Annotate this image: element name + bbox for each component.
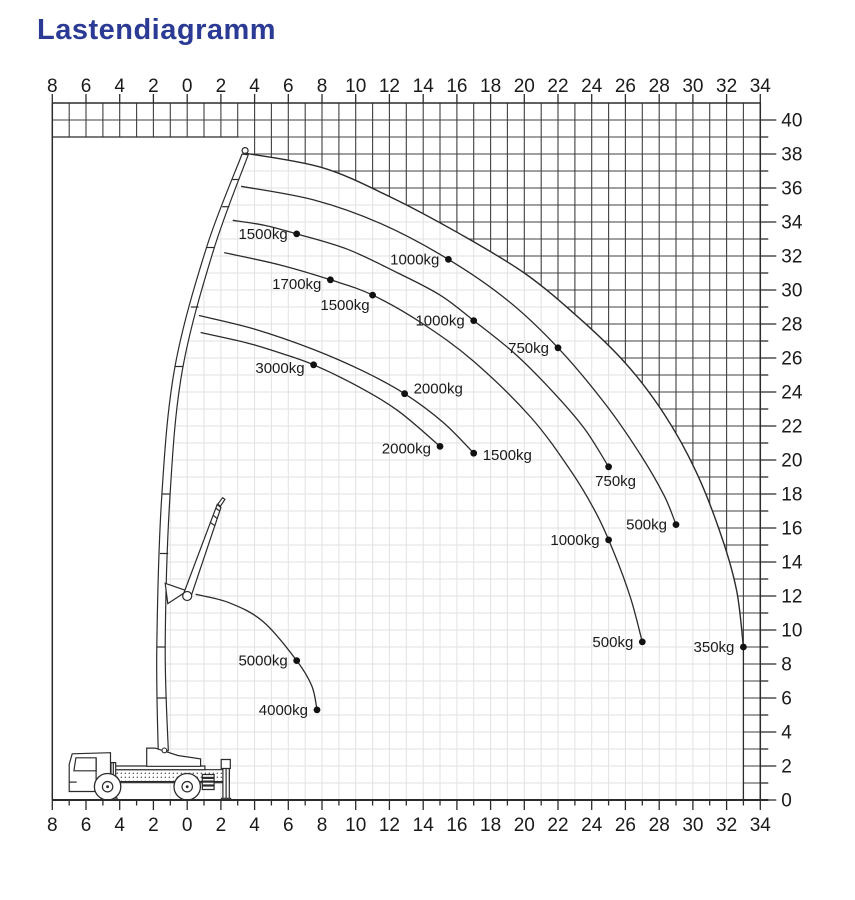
- load-label: 500kg: [592, 633, 634, 651]
- jib-knuckle: [183, 592, 192, 601]
- bottom-axis-label: 0: [181, 815, 193, 836]
- top-axis-label: 2: [148, 76, 159, 97]
- right-axis-label: 10: [781, 620, 803, 642]
- right-axis: [760, 111, 803, 812]
- top-axis-label: 2: [215, 76, 227, 97]
- boom-tip: [242, 148, 248, 154]
- load-label: 500kg: [626, 516, 667, 534]
- rear-wheel-center: [186, 785, 189, 788]
- right-axis-label: 4: [781, 722, 792, 744]
- load-dot: [369, 292, 376, 299]
- top-axis-label: 0: [181, 76, 193, 97]
- turret: [147, 748, 201, 766]
- load-dot: [639, 639, 646, 646]
- right-axis-label: 16: [781, 518, 803, 540]
- load-label: 1000kg: [550, 531, 600, 549]
- top-axis-label: 34: [749, 76, 771, 97]
- bottom-axis-label: 28: [648, 815, 670, 836]
- bottom-axis-label: 8: [47, 815, 58, 836]
- load-label: 5000kg: [238, 652, 288, 670]
- load-label: 1500kg: [482, 447, 532, 465]
- bottom-axis-label: 22: [547, 815, 569, 836]
- load-label: 1000kg: [390, 251, 440, 269]
- load-dot: [310, 361, 317, 368]
- bottom-axis: [47, 800, 771, 836]
- right-axis-label: 8: [781, 654, 792, 676]
- top-axis-label: 20: [513, 76, 535, 97]
- load-label: 4000kg: [258, 701, 308, 719]
- bottom-axis-label: 20: [513, 815, 535, 836]
- bottom-axis-label: 6: [283, 815, 294, 836]
- load-dot: [470, 317, 477, 324]
- load-dot: [605, 537, 612, 544]
- load-label: 2000kg: [413, 380, 463, 398]
- load-dot: [314, 707, 321, 714]
- jib-tip: [218, 498, 225, 507]
- top-axis-label: 32: [716, 76, 738, 97]
- top-axis-label: 30: [682, 76, 704, 97]
- right-axis-label: 6: [781, 688, 792, 710]
- load-dot: [673, 521, 680, 528]
- right-axis-label: 22: [781, 416, 803, 438]
- front-wheel-center: [106, 785, 109, 788]
- top-axis-label: 4: [114, 76, 125, 97]
- top-axis-label: 22: [547, 76, 569, 97]
- load-label: 1500kg: [320, 297, 370, 315]
- right-axis-label: 20: [781, 450, 803, 472]
- top-axis-label: 28: [648, 76, 670, 97]
- rear-outrigger-bracket: [221, 760, 230, 769]
- bottom-axis-label: 12: [378, 815, 400, 836]
- top-axis-label: 6: [80, 76, 92, 97]
- top-axis-label: 26: [614, 76, 636, 97]
- load-dot: [470, 450, 477, 457]
- load-label: 3000kg: [255, 359, 305, 377]
- right-axis-label: 14: [781, 552, 803, 574]
- right-axis-label: 32: [781, 246, 803, 268]
- capacity-curve-arc4: [224, 253, 642, 642]
- right-axis-label: 0: [781, 790, 792, 812]
- load-dot: [740, 644, 747, 651]
- bottom-axis-label: 16: [446, 815, 468, 836]
- right-axis-label: 40: [781, 110, 803, 132]
- bottom-axis-label: 32: [716, 815, 738, 836]
- load-dot: [401, 390, 408, 397]
- top-axis-label: 14: [412, 76, 434, 97]
- load-dot: [445, 256, 452, 263]
- load-label: 1700kg: [272, 275, 322, 293]
- top-axis-label: 10: [345, 76, 367, 97]
- bottom-axis-label: 2: [215, 815, 227, 836]
- load-label: 350kg: [693, 639, 735, 656]
- bottom-axis-label: 14: [412, 815, 434, 836]
- right-axis-label: 30: [781, 280, 803, 302]
- capacity-curve-arc6: [201, 333, 440, 447]
- bottom-axis-label: 8: [316, 815, 328, 836]
- top-axis-label: 16: [446, 76, 468, 97]
- load-dot: [605, 463, 612, 470]
- load-dot: [437, 443, 444, 450]
- bottom-axis-label: 6: [80, 815, 92, 836]
- bottom-axis-label: 24: [581, 815, 603, 836]
- load-label: 750kg: [508, 339, 549, 357]
- load-label: 750kg: [595, 472, 637, 490]
- right-axis-label: 26: [781, 348, 803, 370]
- load-dot: [555, 344, 562, 351]
- bottom-axis-label: 2: [148, 815, 159, 836]
- jib-boom: [183, 505, 221, 599]
- top-axis-label: 8: [316, 76, 328, 97]
- load-label: 1000kg: [415, 312, 465, 330]
- cab-window: [74, 758, 96, 771]
- load-labels: [238, 226, 746, 719]
- right-axis-label: 28: [781, 314, 803, 336]
- right-axis-label: 18: [781, 484, 803, 506]
- top-axis-label: 12: [378, 76, 400, 97]
- load-dot: [293, 231, 300, 238]
- top-axis-label: 24: [581, 76, 603, 97]
- bottom-axis-label: 26: [614, 815, 636, 836]
- load-dot: [293, 657, 300, 664]
- bottom-axis-label: 18: [480, 815, 502, 836]
- bottom-axis-label: 10: [345, 815, 367, 836]
- top-axis: [47, 76, 771, 103]
- bottom-axis-label: 30: [682, 815, 704, 836]
- right-axis-label: 24: [781, 382, 803, 404]
- page-title: Lastendiagramm: [37, 14, 277, 46]
- bottom-axis-label: 4: [249, 815, 260, 836]
- right-axis-label: 38: [781, 144, 803, 166]
- capacity-curves: [52, 137, 743, 800]
- top-axis-label: 4: [249, 76, 260, 97]
- load-label: 2000kg: [381, 440, 431, 458]
- bottom-axis-label: 4: [114, 815, 125, 836]
- top-axis-label: 6: [283, 76, 294, 97]
- top-axis-label: 8: [47, 76, 58, 97]
- bottom-axis-label: 34: [749, 815, 771, 836]
- boom-pivot: [162, 748, 167, 753]
- right-axis-label: 12: [781, 586, 803, 608]
- top-axis-label: 18: [480, 76, 502, 97]
- load-label: 1500kg: [238, 225, 288, 243]
- right-axis-label: 36: [781, 178, 803, 200]
- right-axis-label: 2: [781, 756, 792, 778]
- envelope-curve: [245, 153, 743, 647]
- right-axis-label: 34: [781, 212, 803, 234]
- load-dot: [327, 276, 334, 283]
